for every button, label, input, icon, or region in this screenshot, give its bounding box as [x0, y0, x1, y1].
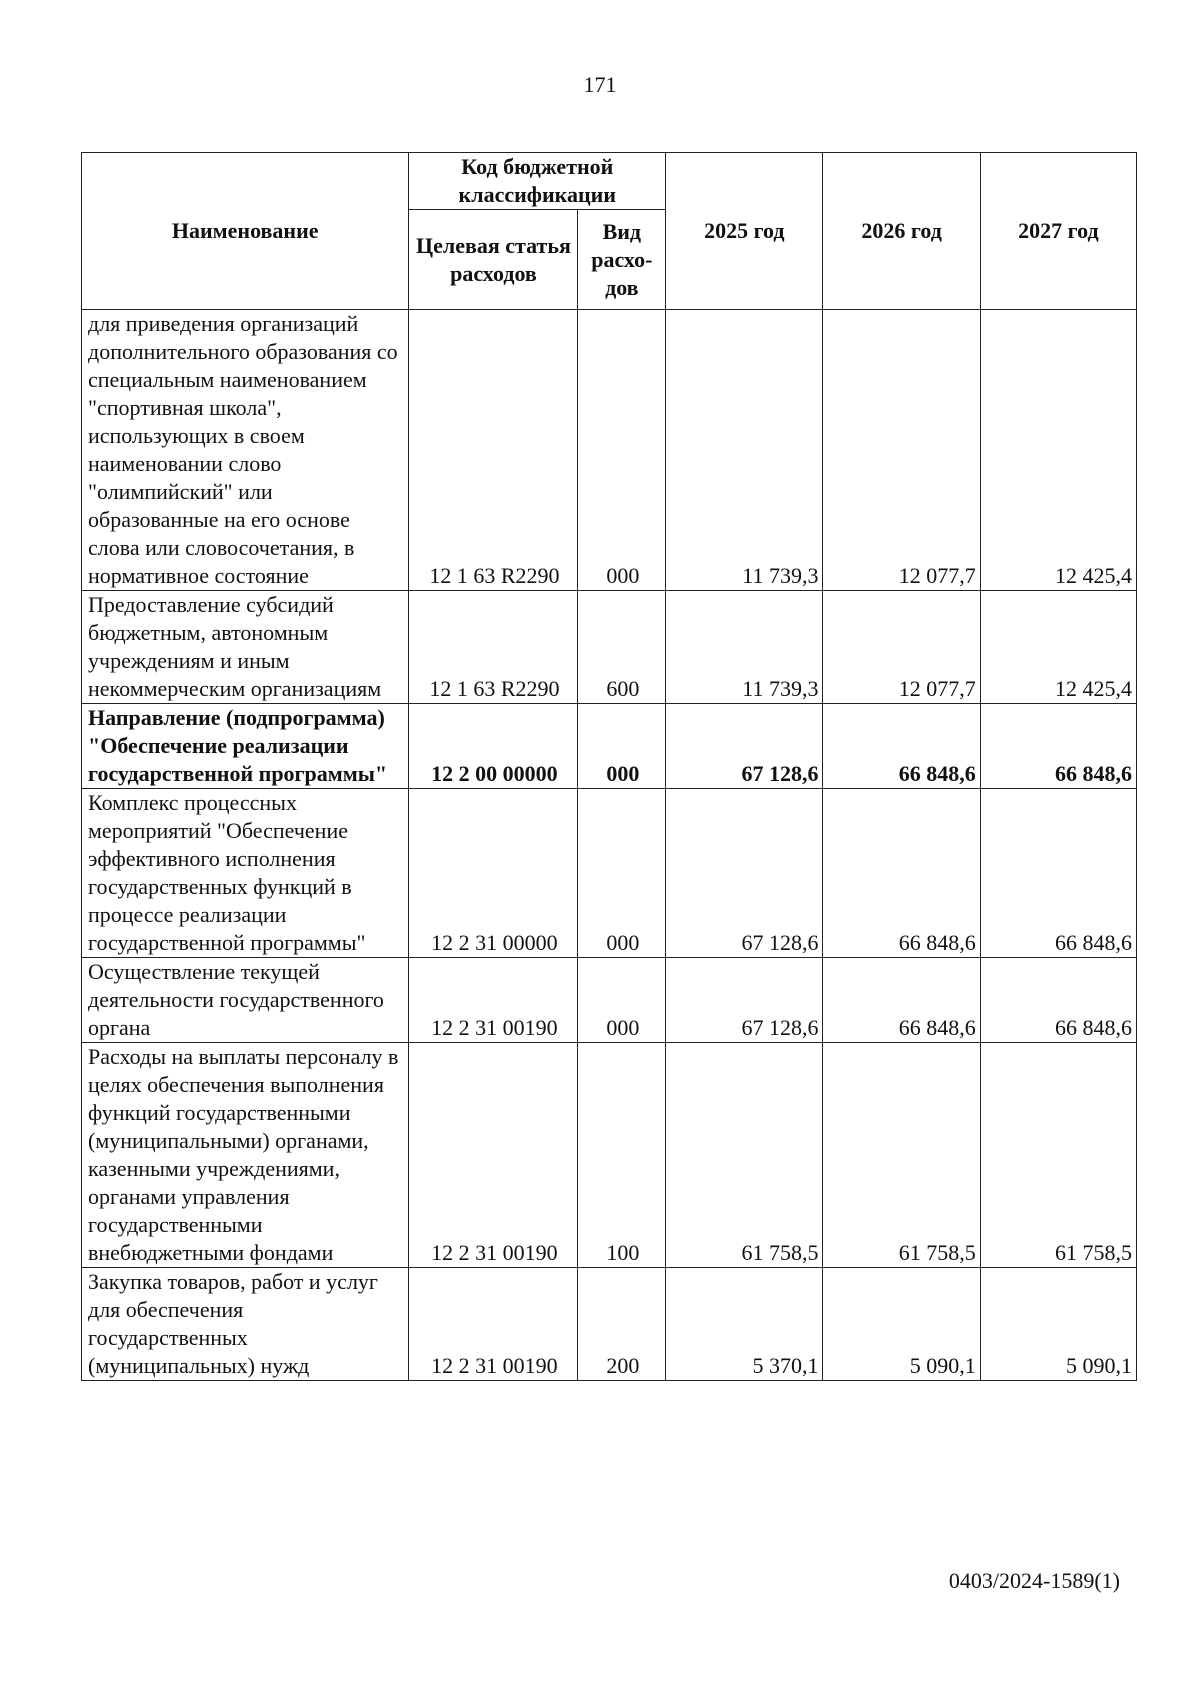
- row-target-article: 12 2 31 00000: [409, 789, 578, 958]
- table-row: [82, 1043, 1137, 1268]
- row-2026: 12 077,7: [823, 591, 980, 704]
- row-target-article: 12 2 31 00190: [409, 958, 578, 1043]
- row-name: Осуществление текущей деятельности государственного органа: [82, 958, 409, 1043]
- header-2025: 2025 год: [666, 153, 823, 310]
- row-2026: 12 077,7: [823, 310, 980, 591]
- row-expense-type: 600: [578, 591, 666, 704]
- row-2026: 66 848,6: [823, 958, 980, 1043]
- row-target-article: 12 2 00 00000: [409, 704, 578, 789]
- row-expense-type: 200: [578, 1268, 666, 1381]
- row-2025: 67 128,6: [666, 958, 823, 1043]
- row-2026: 61 758,5: [823, 1043, 980, 1268]
- header-name: Наименование: [82, 153, 409, 310]
- row-target-article: 12 2 31 00190: [409, 1268, 578, 1381]
- header-classification: Код бюджетной классификации: [409, 153, 666, 210]
- row-2025: 11 739,3: [666, 591, 823, 704]
- row-2027: 12 425,4: [980, 591, 1136, 704]
- table-row: [82, 591, 1137, 704]
- table-row: [82, 704, 1137, 789]
- document-number: 0403/2024-1589(1): [948, 1568, 1120, 1593]
- header-2026: 2026 год: [823, 153, 980, 310]
- table-row: [82, 310, 1137, 591]
- table-row: [82, 1268, 1137, 1381]
- row-2027: 61 758,5: [980, 1043, 1136, 1268]
- row-2027: 66 848,6: [980, 958, 1136, 1043]
- row-2025: 61 758,5: [666, 1043, 823, 1268]
- row-2026: 66 848,6: [823, 789, 980, 958]
- table-row: [82, 789, 1137, 958]
- row-name: Расходы на выплаты персоналу в целях обеспечения выполнения функций государственными (муниципальными) органами, казенными учреждениями, органами управления государственными внебюджетными фондами: [82, 1043, 409, 1268]
- row-name: Комплекс процессных мероприятий "Обеспечение эффективного исполнения государственных функций в процессе реализации государственной программы": [82, 789, 409, 958]
- row-target-article: 12 1 63 R2290: [409, 310, 578, 591]
- row-name: Направление (подпрограмма) "Обеспечение реализации государственной программы": [82, 704, 409, 789]
- row-2026: 5 090,1: [823, 1268, 980, 1381]
- row-name: для приведения организаций дополнительного образования со специальным наименованием "спортивная школа", использующих в своем наименовании слово "олимпийский" или образованные на его основе слова или словосочетания, в нормативное состояние: [82, 310, 409, 591]
- row-name: Предоставление субсидий бюджетным, автономным учреждениям и иным некоммерческим организациям: [82, 591, 409, 704]
- row-expense-type: 000: [578, 704, 666, 789]
- row-name: Закупка товаров, работ и услуг для обеспечения государственных (муниципальных) нужд: [82, 1268, 409, 1381]
- row-2026: 66 848,6: [823, 704, 980, 789]
- row-expense-type: 100: [578, 1043, 666, 1268]
- page-number: 171: [583, 72, 617, 97]
- budget-table: [81, 152, 1137, 1381]
- row-2027: 12 425,4: [980, 310, 1136, 591]
- row-expense-type: 000: [578, 310, 666, 591]
- row-2025: 11 739,3: [666, 310, 823, 591]
- row-2025: 67 128,6: [666, 789, 823, 958]
- row-expense-type: 000: [578, 789, 666, 958]
- row-2025: 67 128,6: [666, 704, 823, 789]
- row-2025: 5 370,1: [666, 1268, 823, 1381]
- row-2027: 66 848,6: [980, 704, 1136, 789]
- row-2027: 66 848,6: [980, 789, 1136, 958]
- row-target-article: 12 1 63 R2290: [409, 591, 578, 704]
- table-row: [82, 958, 1137, 1043]
- row-target-article: 12 2 31 00190: [409, 1043, 578, 1268]
- header-expense-type: Вид расхо-дов: [578, 210, 666, 310]
- row-2027: 5 090,1: [980, 1268, 1136, 1381]
- row-expense-type: 000: [578, 958, 666, 1043]
- header-2027: 2027 год: [980, 153, 1136, 310]
- header-target-article: Целевая статья расходов: [409, 210, 578, 310]
